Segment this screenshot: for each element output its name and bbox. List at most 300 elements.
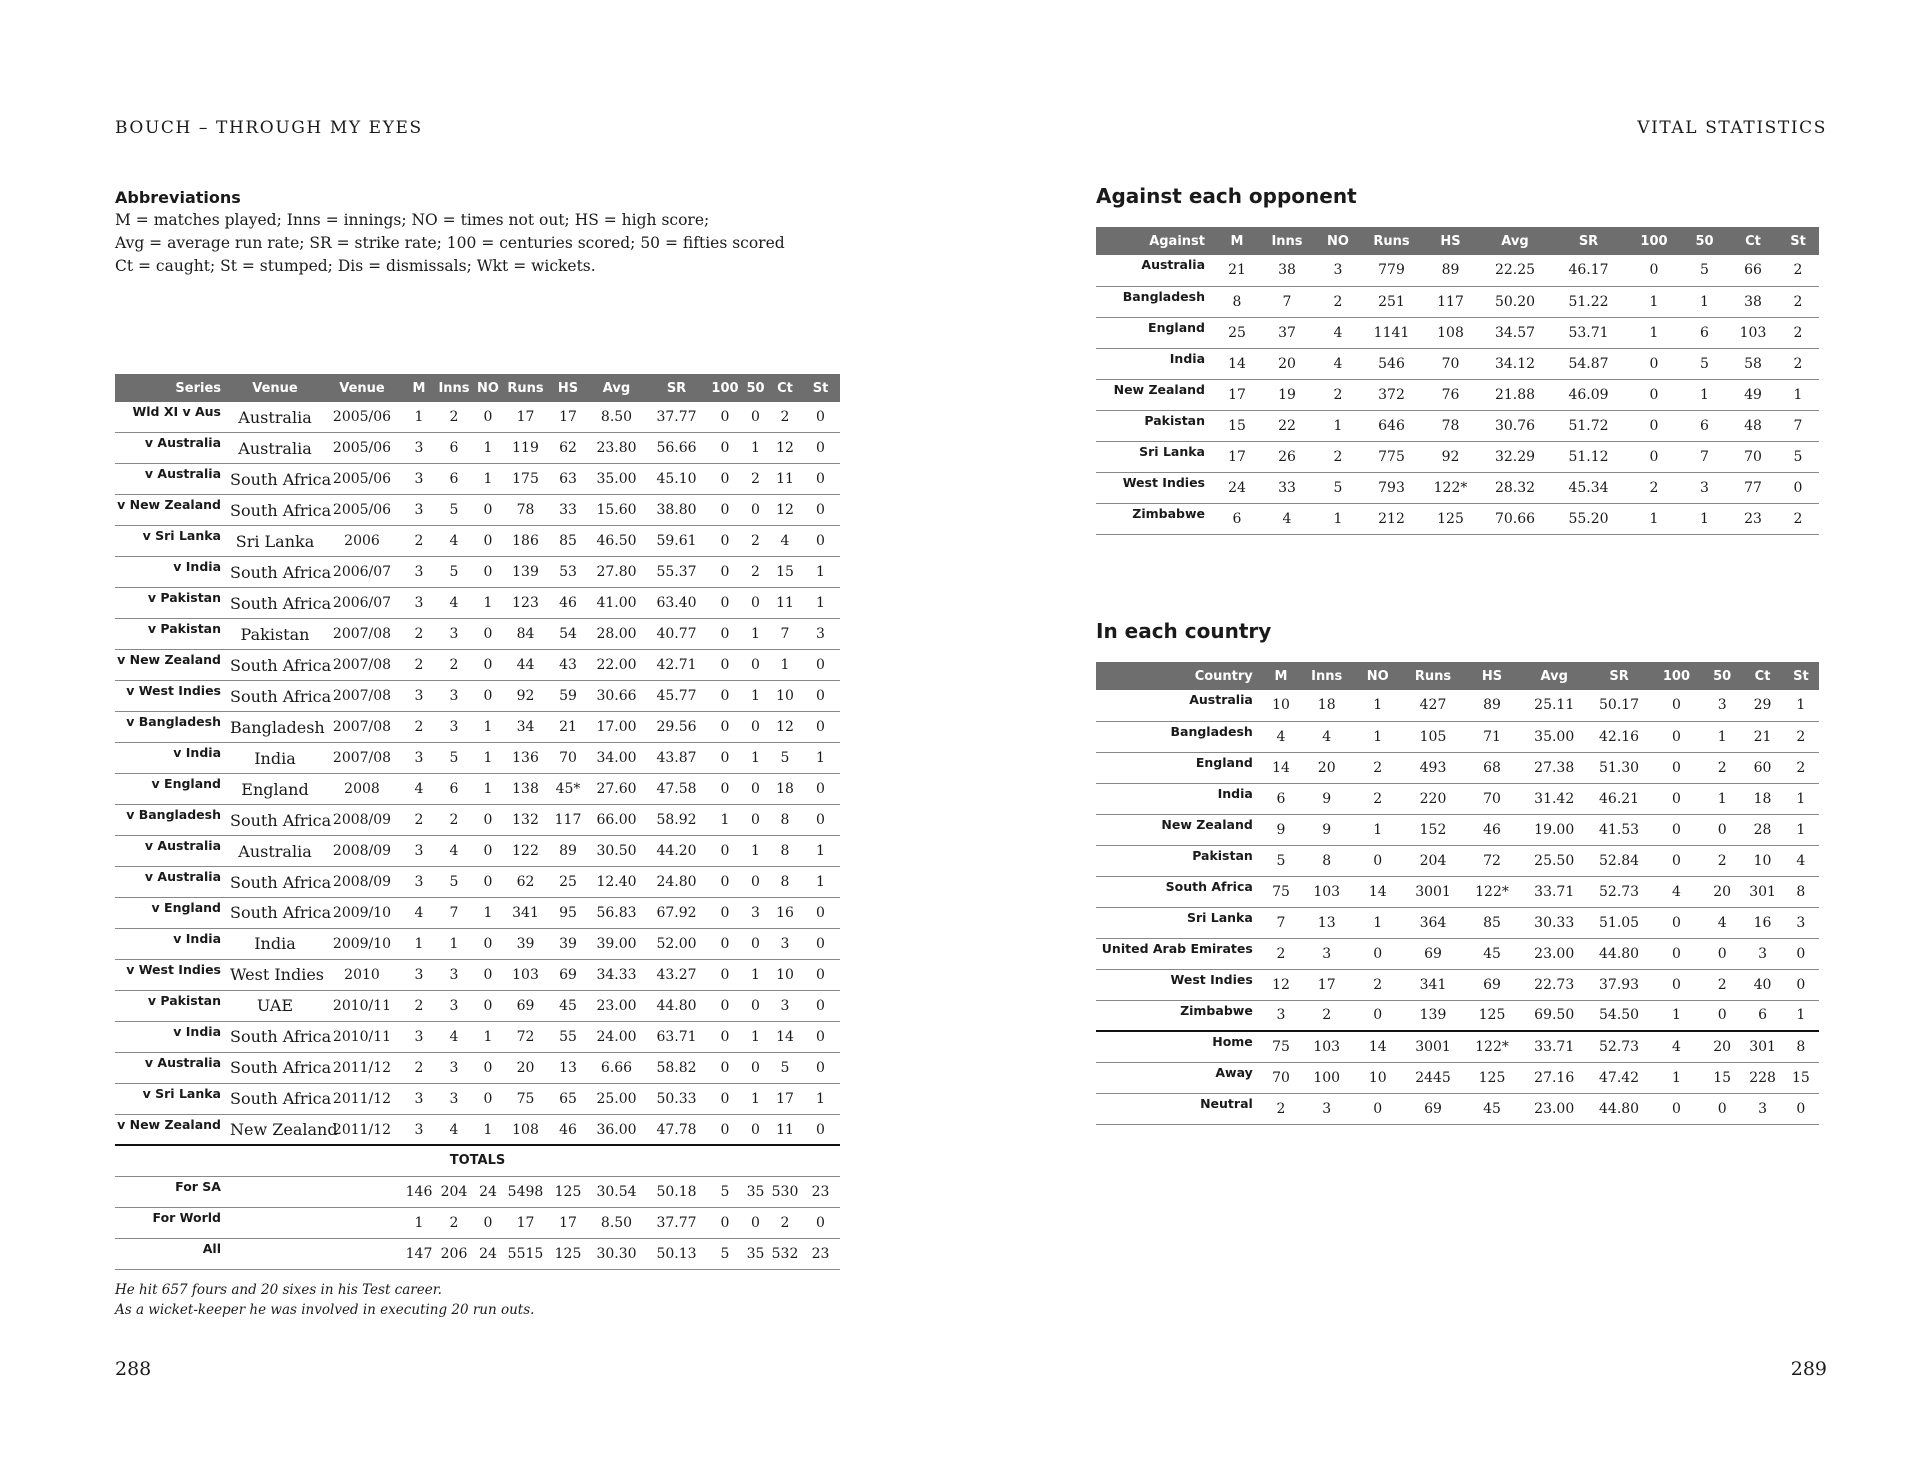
table-cell: 2005/06 bbox=[321, 495, 403, 526]
column-header: St bbox=[801, 374, 840, 402]
table-cell: 27.16 bbox=[1521, 1062, 1587, 1093]
table-cell: 17 bbox=[503, 1207, 548, 1238]
table-cell: 1 bbox=[1352, 814, 1403, 845]
row-label: Away bbox=[1096, 1062, 1261, 1093]
table-cell: 2011/12 bbox=[321, 1052, 403, 1083]
table-cell: 14 bbox=[1261, 752, 1301, 783]
row-label: Zimbabwe bbox=[1096, 503, 1213, 534]
table-cell: 2007/08 bbox=[321, 743, 403, 774]
table-cell: Pakistan bbox=[229, 619, 321, 650]
table-cell: 23 bbox=[801, 1238, 840, 1269]
table-cell: South Africa bbox=[229, 1083, 321, 1114]
table-cell: 0 bbox=[801, 464, 840, 495]
table-cell: 9 bbox=[1301, 783, 1352, 814]
table-cell bbox=[321, 1176, 403, 1207]
table-cell: 103 bbox=[1301, 1031, 1352, 1062]
table-cell: 36.00 bbox=[588, 1114, 645, 1145]
table-cell: 8 bbox=[1213, 286, 1261, 317]
table-cell: 0 bbox=[708, 650, 742, 681]
table-cell: 59 bbox=[548, 681, 588, 712]
table-cell: 58 bbox=[1729, 348, 1777, 379]
table-cell: 1 bbox=[801, 588, 840, 619]
table-header-row bbox=[1096, 662, 1819, 690]
table-cell: 152 bbox=[1403, 814, 1463, 845]
table-cell: 0 bbox=[473, 402, 503, 433]
row-label: England bbox=[1096, 317, 1213, 348]
table-cell: 2006 bbox=[321, 526, 403, 557]
column-header: HS bbox=[1420, 227, 1481, 255]
table-cell: 17 bbox=[1301, 969, 1352, 1000]
table-cell: 37 bbox=[1261, 317, 1313, 348]
table-cell: 2 bbox=[1313, 379, 1363, 410]
table-cell: 51.12 bbox=[1549, 441, 1628, 472]
table-header-row bbox=[1096, 227, 1819, 255]
table-cell: 0 bbox=[801, 805, 840, 836]
column-header: Series bbox=[115, 374, 229, 402]
table-cell: 0 bbox=[1651, 721, 1702, 752]
table-cell: 2 bbox=[1628, 472, 1680, 503]
table-cell: 21.88 bbox=[1481, 379, 1549, 410]
table-cell: 4 bbox=[1261, 721, 1301, 752]
table-cell: 1 bbox=[801, 1083, 840, 1114]
table-cell: 1 bbox=[742, 681, 769, 712]
table-cell: 0 bbox=[1628, 379, 1680, 410]
table-cell: 3 bbox=[435, 712, 473, 743]
table-cell: 0 bbox=[708, 928, 742, 959]
table-cell: 70 bbox=[1420, 348, 1481, 379]
table-cell: 33.71 bbox=[1521, 876, 1587, 907]
row-label: v Sri Lanka bbox=[115, 1083, 229, 1114]
table-cell: 546 bbox=[1363, 348, 1420, 379]
row-label: v Bangladesh bbox=[115, 712, 229, 743]
table-cell: UAE bbox=[229, 990, 321, 1021]
table-cell: 2 bbox=[403, 805, 435, 836]
table-cell: 4 bbox=[435, 1021, 473, 1052]
table-cell: 2007/08 bbox=[321, 619, 403, 650]
row-label: Wld XI v Aus bbox=[115, 402, 229, 433]
table-cell: Bangladesh bbox=[229, 712, 321, 743]
table-cell: 122* bbox=[1463, 876, 1521, 907]
table-cell: 5 bbox=[435, 557, 473, 588]
table-cell: 75 bbox=[1261, 1031, 1301, 1062]
table-cell: 3 bbox=[1301, 938, 1352, 969]
table-cell: 4 bbox=[1651, 876, 1702, 907]
summary-row bbox=[1096, 1093, 1819, 1124]
table-cell: 2010/11 bbox=[321, 990, 403, 1021]
table-cell: South Africa bbox=[229, 1021, 321, 1052]
table-cell: 38 bbox=[1261, 255, 1313, 286]
table-cell: 1141 bbox=[1363, 317, 1420, 348]
table-cell: 108 bbox=[503, 1114, 548, 1145]
column-header: St bbox=[1783, 662, 1819, 690]
table-cell: 1 bbox=[801, 557, 840, 588]
table-cell: 0 bbox=[1702, 938, 1742, 969]
series-row bbox=[115, 433, 840, 464]
table-cell: 0 bbox=[1651, 783, 1702, 814]
column-header: SR bbox=[1587, 662, 1651, 690]
table-cell: 0 bbox=[742, 990, 769, 1021]
table-cell: 0 bbox=[801, 1052, 840, 1083]
summary-row bbox=[1096, 1031, 1819, 1062]
table-cell: 301 bbox=[1742, 876, 1782, 907]
table-cell bbox=[321, 1238, 403, 1269]
table-cell: 30.76 bbox=[1481, 410, 1549, 441]
table-cell: 42.71 bbox=[645, 650, 708, 681]
summary-row bbox=[1096, 1062, 1819, 1093]
column-header: Inns bbox=[435, 374, 473, 402]
table-cell: 186 bbox=[503, 526, 548, 557]
table-cell: 3 bbox=[403, 588, 435, 619]
row-label: Neutral bbox=[1096, 1093, 1261, 1124]
column-header: Ct bbox=[769, 374, 801, 402]
opponent-table bbox=[1096, 227, 1819, 535]
table-cell: 47.78 bbox=[645, 1114, 708, 1145]
table-cell: 0 bbox=[801, 928, 840, 959]
table-cell: 0 bbox=[1628, 255, 1680, 286]
table-cell: 3 bbox=[1783, 907, 1819, 938]
table-cell: 0 bbox=[742, 1114, 769, 1145]
series-row bbox=[115, 557, 840, 588]
table-cell: 63.40 bbox=[645, 588, 708, 619]
career-notes bbox=[115, 1280, 534, 1320]
table-cell: 59.61 bbox=[645, 526, 708, 557]
table-cell: 775 bbox=[1363, 441, 1420, 472]
table-cell: 4 bbox=[1651, 1031, 1702, 1062]
note-line: He hit 657 fours and 20 sixes in his Test career. bbox=[115, 1282, 442, 1298]
row-label: v India bbox=[115, 928, 229, 959]
table-cell: 18 bbox=[769, 774, 801, 805]
column-header: Runs bbox=[1363, 227, 1420, 255]
table-cell: 125 bbox=[548, 1176, 588, 1207]
table-cell: 1 bbox=[1651, 1000, 1702, 1031]
table-cell: 10 bbox=[1352, 1062, 1403, 1093]
table-cell: 5 bbox=[708, 1176, 742, 1207]
table-cell: 35.00 bbox=[588, 464, 645, 495]
right-page bbox=[960, 0, 1920, 1471]
table-cell: 16 bbox=[1742, 907, 1782, 938]
table-cell: 12 bbox=[769, 712, 801, 743]
table-cell: 49 bbox=[1729, 379, 1777, 410]
country-row bbox=[1096, 938, 1819, 969]
series-row bbox=[115, 1052, 840, 1083]
table-cell: 5 bbox=[769, 743, 801, 774]
row-label: v New Zealand bbox=[115, 650, 229, 681]
table-cell: 1 bbox=[1783, 783, 1819, 814]
table-cell: 5 bbox=[1680, 348, 1729, 379]
abbreviations-title: Abbreviations bbox=[115, 188, 241, 207]
table-cell: 89 bbox=[1420, 255, 1481, 286]
table-cell: 38.80 bbox=[645, 495, 708, 526]
row-label: For SA bbox=[115, 1176, 229, 1207]
table-cell: 92 bbox=[503, 681, 548, 712]
abbreviations-block bbox=[115, 188, 815, 278]
table-cell bbox=[229, 1207, 321, 1238]
table-cell: 50.18 bbox=[645, 1176, 708, 1207]
table-cell: 0 bbox=[708, 464, 742, 495]
table-cell: 21 bbox=[548, 712, 588, 743]
table-cell: 14 bbox=[1352, 1031, 1403, 1062]
table-cell: 0 bbox=[708, 1114, 742, 1145]
table-cell: 4 bbox=[1261, 503, 1313, 534]
series-row bbox=[115, 959, 840, 990]
table-cell: 56.83 bbox=[588, 898, 645, 929]
table-cell: 125 bbox=[1420, 503, 1481, 534]
table-cell: 15 bbox=[1213, 410, 1261, 441]
section-title: Against each opponent bbox=[1096, 184, 1357, 208]
table-cell: 0 bbox=[708, 1021, 742, 1052]
row-label: South Africa bbox=[1096, 876, 1261, 907]
table-cell: 4 bbox=[769, 526, 801, 557]
table-cell: 117 bbox=[1420, 286, 1481, 317]
table-cell: 0 bbox=[1628, 348, 1680, 379]
table-cell: 0 bbox=[742, 928, 769, 959]
table-cell: 37.77 bbox=[645, 1207, 708, 1238]
series-table bbox=[115, 374, 840, 1270]
row-label: Sri Lanka bbox=[1096, 441, 1213, 472]
column-header: St bbox=[1777, 227, 1819, 255]
running-head: VITAL STATISTICS bbox=[1637, 118, 1827, 138]
table-cell: 69 bbox=[1403, 938, 1463, 969]
table-cell: 4 bbox=[435, 588, 473, 619]
table-cell: 125 bbox=[1463, 1000, 1521, 1031]
table-cell: 17 bbox=[1213, 441, 1261, 472]
table-cell: 15 bbox=[769, 557, 801, 588]
table-cell: 3 bbox=[403, 681, 435, 712]
table-cell: 1 bbox=[1702, 783, 1742, 814]
table-cell: 5 bbox=[1777, 441, 1819, 472]
table-cell: 0 bbox=[1651, 752, 1702, 783]
table-cell: 2 bbox=[403, 1052, 435, 1083]
table-cell: 71 bbox=[1463, 721, 1521, 752]
table-cell: 10 bbox=[769, 681, 801, 712]
table-cell: 70 bbox=[548, 743, 588, 774]
table-cell: South Africa bbox=[229, 681, 321, 712]
table-cell: 1 bbox=[473, 1114, 503, 1145]
series-row bbox=[115, 588, 840, 619]
row-label: v New Zealand bbox=[115, 495, 229, 526]
opponent-row bbox=[1096, 441, 1819, 472]
row-label: United Arab Emirates bbox=[1096, 938, 1261, 969]
table-cell: 25 bbox=[548, 867, 588, 898]
table-cell: 0 bbox=[708, 588, 742, 619]
table-cell: 15 bbox=[1783, 1062, 1819, 1093]
table-cell: 2 bbox=[742, 526, 769, 557]
row-label: v Australia bbox=[115, 464, 229, 495]
row-label: Pakistan bbox=[1096, 845, 1261, 876]
table-cell: 75 bbox=[503, 1083, 548, 1114]
table-cell: 138 bbox=[503, 774, 548, 805]
table-cell: 14 bbox=[1352, 876, 1403, 907]
row-label: For World bbox=[115, 1207, 229, 1238]
table-cell: 51.72 bbox=[1549, 410, 1628, 441]
table-cell: 7 bbox=[769, 619, 801, 650]
table-cell: 0 bbox=[801, 681, 840, 712]
column-header: HS bbox=[1463, 662, 1521, 690]
row-label: Bangladesh bbox=[1096, 721, 1261, 752]
table-cell: 1 bbox=[769, 650, 801, 681]
table-cell: 42.16 bbox=[1587, 721, 1651, 752]
table-cell: 2 bbox=[1777, 317, 1819, 348]
table-cell: 50.17 bbox=[1587, 690, 1651, 721]
table-cell: 22.25 bbox=[1481, 255, 1549, 286]
row-label: v Australia bbox=[115, 867, 229, 898]
table-cell: 0 bbox=[1783, 969, 1819, 1000]
table-cell: 25 bbox=[1213, 317, 1261, 348]
table-cell: 3 bbox=[801, 619, 840, 650]
table-cell: 24 bbox=[473, 1238, 503, 1269]
totals-row bbox=[115, 1176, 840, 1207]
table-cell: 2 bbox=[769, 1207, 801, 1238]
table-cell: 2 bbox=[1702, 969, 1742, 1000]
table-cell: 51.05 bbox=[1587, 907, 1651, 938]
table-cell: 1 bbox=[1680, 503, 1729, 534]
country-row bbox=[1096, 1000, 1819, 1031]
table-cell: 204 bbox=[1403, 845, 1463, 876]
table-cell: 15.60 bbox=[588, 495, 645, 526]
column-header: 50 bbox=[1680, 227, 1729, 255]
table-cell: 1 bbox=[1783, 1000, 1819, 1031]
table-cell: 7 bbox=[1261, 286, 1313, 317]
table-cell: Australia bbox=[229, 433, 321, 464]
table-cell: 6 bbox=[1680, 317, 1729, 348]
row-label: India bbox=[1096, 348, 1213, 379]
table-cell: 0 bbox=[1352, 1000, 1403, 1031]
country-table bbox=[1096, 662, 1819, 1125]
table-cell: 532 bbox=[769, 1238, 801, 1269]
series-row bbox=[115, 774, 840, 805]
table-cell: 69 bbox=[503, 990, 548, 1021]
table-cell: 3 bbox=[1680, 472, 1729, 503]
table-cell: 12 bbox=[1261, 969, 1301, 1000]
table-cell: 30.30 bbox=[588, 1238, 645, 1269]
table-cell: 108 bbox=[1420, 317, 1481, 348]
table-cell: 58.82 bbox=[645, 1052, 708, 1083]
table-cell: South Africa bbox=[229, 805, 321, 836]
table-cell: 146 bbox=[403, 1176, 435, 1207]
table-cell: Australia bbox=[229, 402, 321, 433]
table-cell: 1 bbox=[1783, 690, 1819, 721]
table-cell: South Africa bbox=[229, 557, 321, 588]
table-cell: 51.30 bbox=[1587, 752, 1651, 783]
table-cell: 0 bbox=[473, 1052, 503, 1083]
table-cell: 0 bbox=[801, 774, 840, 805]
table-cell: 0 bbox=[742, 712, 769, 743]
table-cell: 56.66 bbox=[645, 433, 708, 464]
table-cell: 8 bbox=[769, 836, 801, 867]
row-label: v India bbox=[115, 743, 229, 774]
table-cell: 136 bbox=[503, 743, 548, 774]
page-number: 288 bbox=[115, 1358, 152, 1380]
row-label: India bbox=[1096, 783, 1261, 814]
table-cell: 27.60 bbox=[588, 774, 645, 805]
table-cell: 8 bbox=[1783, 1031, 1819, 1062]
table-cell: 5 bbox=[769, 1052, 801, 1083]
table-cell: 3 bbox=[403, 433, 435, 464]
table-cell: 92 bbox=[1420, 441, 1481, 472]
opponent-row bbox=[1096, 379, 1819, 410]
table-cell: 2 bbox=[1261, 938, 1301, 969]
table-cell: 0 bbox=[801, 433, 840, 464]
table-cell: 34 bbox=[503, 712, 548, 743]
table-cell: 12.40 bbox=[588, 867, 645, 898]
table-cell: 2 bbox=[1352, 752, 1403, 783]
table-cell: 1 bbox=[1628, 503, 1680, 534]
table-cell: 147 bbox=[403, 1238, 435, 1269]
table-cell: 0 bbox=[742, 774, 769, 805]
table-cell: 0 bbox=[801, 650, 840, 681]
table-cell: 68 bbox=[1463, 752, 1521, 783]
table-cell: 1 bbox=[473, 712, 503, 743]
table-cell: 0 bbox=[742, 805, 769, 836]
table-cell: 17 bbox=[548, 402, 588, 433]
table-cell: 2 bbox=[742, 464, 769, 495]
row-label: Bangladesh bbox=[1096, 286, 1213, 317]
table-cell: 44.80 bbox=[645, 990, 708, 1021]
table-cell: West Indies bbox=[229, 959, 321, 990]
table-cell: 2009/10 bbox=[321, 928, 403, 959]
opponent-row bbox=[1096, 503, 1819, 534]
table-cell: 2010/11 bbox=[321, 1021, 403, 1052]
opponent-row bbox=[1096, 286, 1819, 317]
table-cell: 54.87 bbox=[1549, 348, 1628, 379]
table-cell: 1 bbox=[473, 1021, 503, 1052]
table-cell: 3 bbox=[403, 743, 435, 774]
table-cell: 0 bbox=[1777, 472, 1819, 503]
table-cell: 1 bbox=[708, 805, 742, 836]
row-label: v Australia bbox=[115, 433, 229, 464]
table-cell: 1 bbox=[742, 1083, 769, 1114]
table-cell: 0 bbox=[801, 990, 840, 1021]
table-cell: 65 bbox=[548, 1083, 588, 1114]
table-cell: 0 bbox=[473, 805, 503, 836]
table-cell: 0 bbox=[1702, 1000, 1742, 1031]
table-cell: 10 bbox=[1261, 690, 1301, 721]
series-row bbox=[115, 464, 840, 495]
table-cell: 43 bbox=[548, 650, 588, 681]
table-cell: 3 bbox=[435, 1052, 473, 1083]
table-cell: 3 bbox=[403, 1083, 435, 1114]
table-cell: 123 bbox=[503, 588, 548, 619]
table-cell: 2008 bbox=[321, 774, 403, 805]
table-cell: 0 bbox=[1651, 845, 1702, 876]
table-cell: 175 bbox=[503, 464, 548, 495]
table-cell: 1 bbox=[742, 1021, 769, 1052]
table-cell: 0 bbox=[1628, 410, 1680, 441]
table-cell: South Africa bbox=[229, 867, 321, 898]
table-cell: 34.00 bbox=[588, 743, 645, 774]
section-title: In each country bbox=[1096, 619, 1272, 643]
table-cell: 122* bbox=[1463, 1031, 1521, 1062]
table-cell: 1 bbox=[473, 433, 503, 464]
table-cell: 6 bbox=[1680, 410, 1729, 441]
table-cell: 10 bbox=[1742, 845, 1782, 876]
table-cell: 45.77 bbox=[645, 681, 708, 712]
column-header: HS bbox=[548, 374, 588, 402]
table-cell: 2445 bbox=[1403, 1062, 1463, 1093]
table-cell: 2 bbox=[1777, 348, 1819, 379]
table-cell: 1 bbox=[1628, 317, 1680, 348]
table-cell: 46 bbox=[1463, 814, 1521, 845]
table-cell: 46.21 bbox=[1587, 783, 1651, 814]
row-label: v England bbox=[115, 774, 229, 805]
table-cell: 4 bbox=[1313, 317, 1363, 348]
table-cell: 0 bbox=[708, 557, 742, 588]
table-cell: 3 bbox=[403, 1114, 435, 1145]
table-cell: 1 bbox=[1352, 690, 1403, 721]
table-cell: 0 bbox=[708, 495, 742, 526]
table-cell: 76 bbox=[1420, 379, 1481, 410]
table-cell: 3 bbox=[403, 495, 435, 526]
